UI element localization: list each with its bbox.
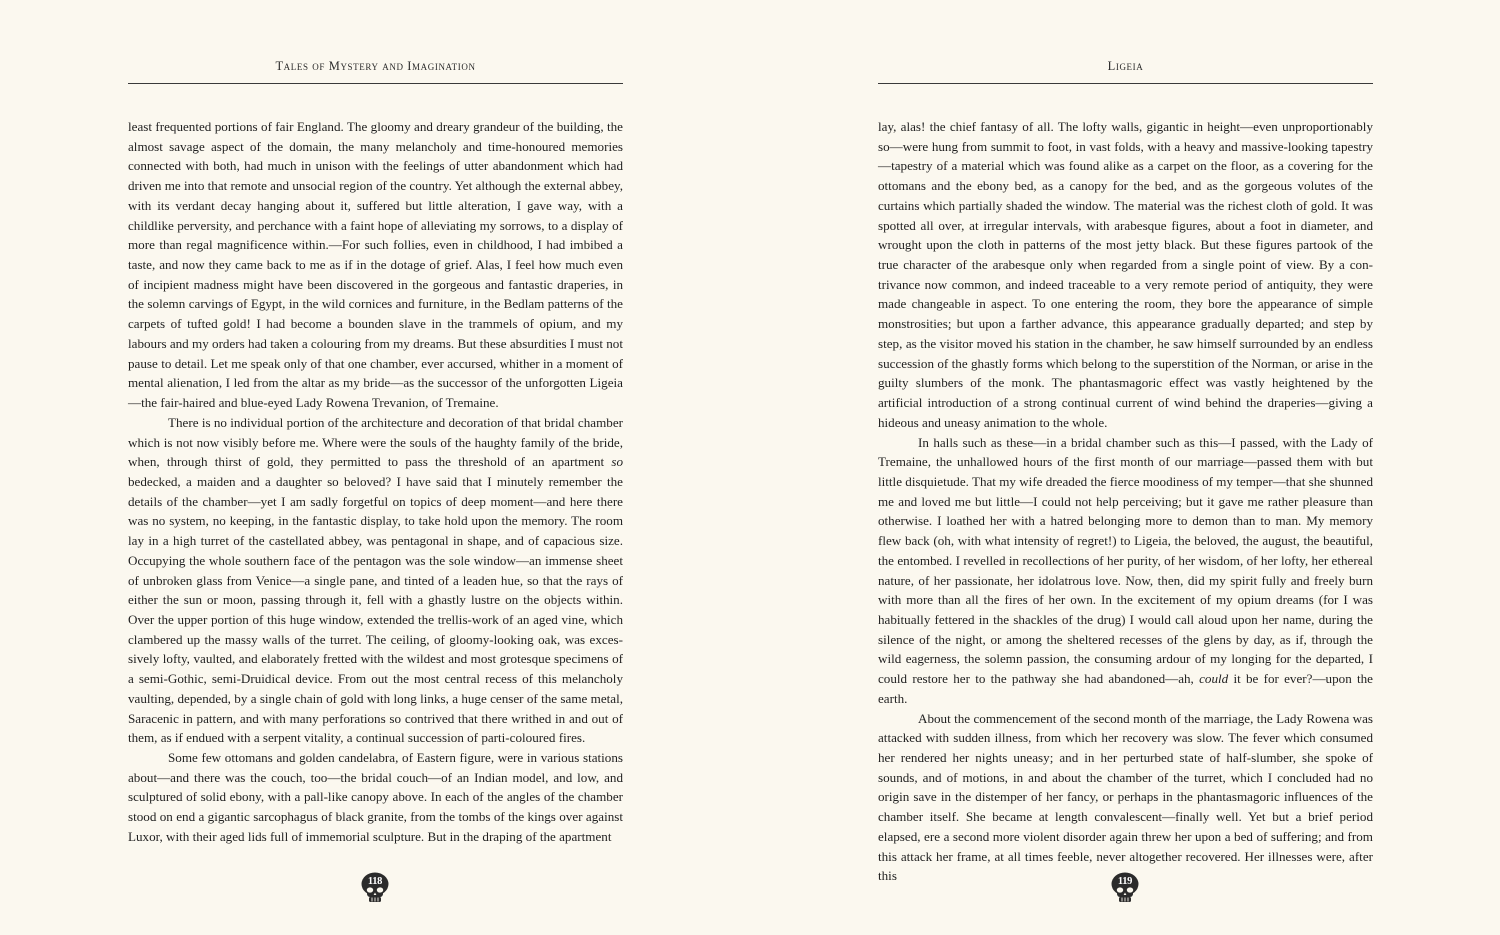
right-page-body bbox=[878, 117, 1373, 886]
paragraph: least frequented portions of fair England. The gloomy and dreary grandeur of the building, the almost savage aspect of the domain, the many melancholy and time-honoured memories connected with both, had much in unison with the feelings of utter abandonment which had driven me into that remote and unsocial region of the country. Yet although the external abbey, with its verdant decay hanging about it, suffered but little alteration, I gave way, with a childlike perversity, and perchance with a faint hope of alleviating my sorrows, to a display of more than regal magnificence within.—For such follies, even in childhood, I had imbibed a taste, and now they came back to me as if in the dotage of grief. Alas, I feel how much even of incipient madness might have been discovered in the gorgeous and fantastic draperies, in the solemn carvings of Egypt, in the wild cornices and furniture, in the Bedlam patterns of the carpets of tufted gold! I had become a bounden slave in the trammels of opium, and my labours and my orders had taken a colouring from my dreams. But these absurdities I must not pause to detail. Let me speak only of that one chamber, ever accursed, whither in a moment of mental alienation, I led from the altar as my bride—as the successor of the unforgotten Ligeia—the fair-haired and blue-eyed Lady Rowena Trevanion, of Tremaine. bbox=[128, 119, 623, 411]
left-page-body bbox=[128, 117, 623, 847]
paragraph-text: There is no individual portion of the architecture and decoration of that bridal chamber which is not now visibly before me. Where were the souls of the haughty family of the bride, when, through thirst of gold, they permitted to pass the threshold of an apartment bbox=[128, 414, 623, 470]
italic-emphasis: could bbox=[1199, 671, 1229, 687]
header-rule-right bbox=[878, 83, 1373, 84]
paragraph-text: bedecked, a maiden and a daughter so beloved? I have said that I minutely remember the details of the chamber—yet I am sadly forgetful on topics of deep moment—and here there was no system, no keeping, in the fantastic display, to take hold upon the memory. The room lay in a high turret of the castellated abbey, was pentagonal in shape, and of capacious size. Occupying the whole southern face of the pentagon was the sole window—an immense sheet of unbroken glass from Venice—a single pane, and tinted of a leaden hue, so that the rays of either the sun or moon, passing through it, fell with a ghastly lustre on the objects within. Over the upper portion of this huge window, extended the trellis-work of an aged vine, which clambered up the massy walls of the turret. The ceiling, of gloomy-looking oak, was excessively lofty, vaulted, and elaborately fretted with the wildest and most grotesque specimens of a semi-Gothic, semi-Druidical device. From out the most central recess of this melancholy vaulting, depended, by a single chain of gold with long links, a huge censer of the same metal, Saracenic in pattern, and with many perforations so contrived that there writhed in and out of them, as if endued with a serpent vitality, a continual succession of parti-coloured fires. bbox=[128, 473, 623, 746]
page-number-badge-left bbox=[360, 872, 390, 904]
paragraph bbox=[128, 413, 623, 748]
paragraph bbox=[878, 433, 1373, 709]
paragraph-text: In halls such as these—in a bridal chamber such as this—I passed, with the Lady of Tremaine, the unhallowed hours of the first month of our marriage—passed them with but little disquietude. That my wife dreaded the fierce moodiness of my temper—that she shunned me and loved me but little—I could not help perceiving; but it gave me rather pleasure than otherwise. I loathed her with a hatred belonging more to demon than to man. My memory flew back (oh, with what intensity of regret!) to Ligeia, the beloved, the august, the beautiful, the entombed. I revelled in recollections of her purity, of her wisdom, of her lofty, her ethereal nature, of her passionate, her idolatrous love. Now, then, did my spirit fully and freely burn with more than all the fires of her own. In the excitement of my opium dreams (for I was habitually fettered in the shackles of the drug) I would call aloud upon her name, during the silence of the night, or among the sheltered recesses of the glens by day, as if, through the wild eagerness, the solemn passion, the consuming ardour of my longing for the departed, I could restore her to the pathway she had abandoned—ah, bbox=[878, 434, 1374, 687]
page-number: 118 bbox=[367, 876, 383, 887]
running-head-left: Tales of Mystery and Imagination bbox=[275, 59, 476, 73]
paragraph: Some few ottomans and golden candelabra, of Eastern figure, were in various stations about—and there was the couch, too—the bridal couch—of an Indian model, and low, and sculptured of solid ebony, with a pall-like canopy above. In each of the angles of the chamber stood on end a gigantic sarcophagus of black granite, from the tombs of the kings over against Luxor, with their aged lids full of immemorial sculpture. But in the draping of the apartment bbox=[128, 750, 623, 844]
left-page bbox=[128, 0, 623, 935]
header-rule-left bbox=[128, 83, 623, 84]
page-number: 119 bbox=[1117, 876, 1133, 887]
right-page bbox=[878, 0, 1373, 935]
paragraph: lay, alas! the chief fantasy of all. The lofty walls, gigantic in height—even unproportionably so—were hung from summit to foot, in vast folds, with a heavy and massive-looking tapestry—tapestry of a material which was found alike as a carpet on the floor, as a covering for the ottomans and the ebony bed, as a canopy for the bed, and as the gorgeous volutes of the curtains which partially shaded the window. The material was the richest cloth of gold. It was spotted all over, at irregular intervals, with arabesque figures, about a foot in diameter, and wrought upon the cloth in patterns of the most jetty black. But these figures partook of the true character of the arabesque only when regarded from a single point of view. By a contrivance now common, and indeed traceable to a very remote period of antiquity, they were made changeable in aspect. To one entering the room, they bore the appearance of simple monstrosities; but upon a farther advance, this appearance gradually departed; and step by step, as the visitor moved his station in the chamber, he saw himself surrounded by an endless succession of the ghastly forms which belong to the superstition of the Norman, or arise in the guilty slumbers of the monk. The phantasmagoric effect was vastly heightened by the artificial introduction of a strong continual current of wind behind the draperies—giving a hideous and uneasy animation to the whole. bbox=[878, 119, 1373, 430]
page-number-badge-right bbox=[1110, 872, 1140, 904]
italic-emphasis: so bbox=[611, 454, 623, 470]
paragraph: About the commencement of the second month of the marriage, the Lady Rowena was attacked with sudden illness, from which her recovery was slow. The fever which consumed her rendered her nights uneasy; and in her perturbed state of half-slumber, she spoke of sounds, and of motions, in and about the chamber of the turret, which I concluded had no origin save in the distemper of her fancy, or perhaps in the phantasmagoric influences of the chamber itself. She became at length convalescent—finally well. Yet but a brief period elapsed, ere a second more violent disorder again threw her upon a bed of suffering; and from this attack her frame, at all times feeble, never altogether recovered. Her illnesses were, after this bbox=[878, 710, 1373, 884]
running-head-right: Ligeia bbox=[1107, 59, 1144, 73]
paragraph-text: it be for ever?—upon the earth. bbox=[878, 671, 1373, 706]
